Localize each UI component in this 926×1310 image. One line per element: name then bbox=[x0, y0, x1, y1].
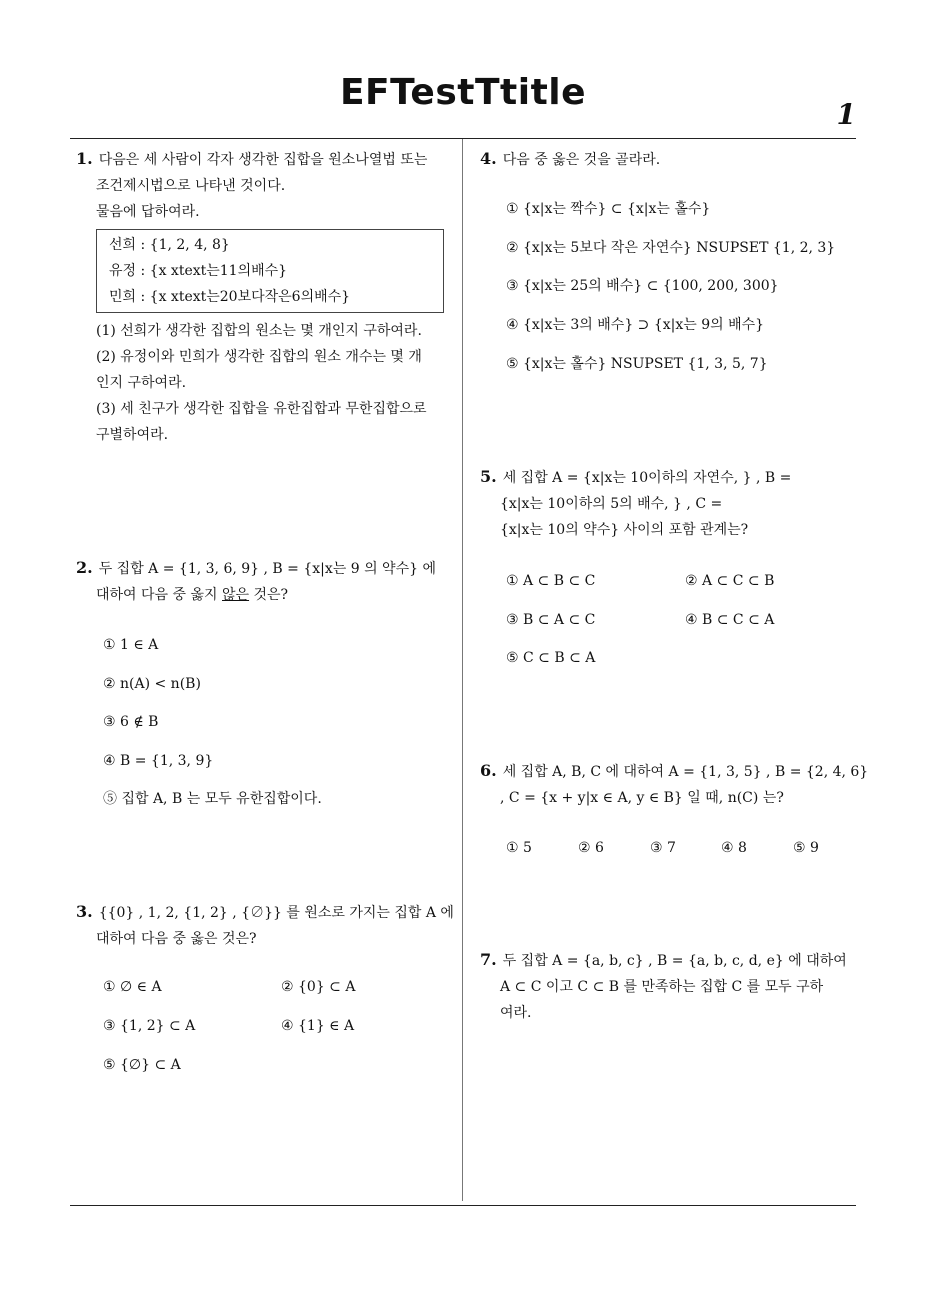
answer-option: ⑤ 9 bbox=[793, 840, 819, 856]
set-definition-box bbox=[96, 229, 444, 313]
question-number: 2. bbox=[76, 558, 93, 577]
question-text: 두 집합 A = {1, 3, 6, 9} , B = {x|x는 9 의 약수} 에 bbox=[98, 561, 436, 577]
question-text: 다음 중 옳은 것을 골라라. bbox=[502, 152, 661, 168]
question-text: 세 집합 A, B, C 에 대하여 A = {1, 3, 5} , B = {2, 4, 6} bbox=[502, 764, 869, 780]
sub-question: 인지 구하여라. bbox=[96, 375, 187, 391]
page-number: 1 bbox=[836, 98, 856, 131]
question-6 bbox=[480, 758, 869, 811]
question-text: {{0} , 1, 2, {1, 2} , {∅}} 를 원소로 가지는 집합 A 에 bbox=[98, 905, 454, 921]
question-number: 1. bbox=[76, 149, 93, 168]
sub-question: (1) 선희가 생각한 집합의 원소는 몇 개인지 구하여라. bbox=[96, 323, 422, 339]
answer-option: ① {x|x는 짝수} ⊂ {x|x는 홀수} bbox=[506, 201, 711, 217]
bottom-rule bbox=[70, 1205, 856, 1206]
underlined-word: 않은 bbox=[222, 587, 250, 603]
question-text: 여라. bbox=[500, 1005, 532, 1021]
question-text: 것은? bbox=[249, 587, 289, 603]
answer-option: ① ∅ ∈ A bbox=[103, 979, 162, 995]
question-1-subquestions bbox=[96, 318, 460, 448]
answer-option: ① A ⊂ B ⊂ C bbox=[506, 573, 596, 589]
answer-option: ④ B ⊂ C ⊂ A bbox=[685, 612, 775, 628]
question-text: 물음에 답하여라. bbox=[96, 204, 200, 220]
question-number: 5. bbox=[480, 467, 497, 486]
answer-option: ④ {x|x는 3의 배수} ⊃ {x|x는 9의 배수} bbox=[506, 317, 765, 333]
answer-option: ④ 8 bbox=[721, 840, 747, 856]
answer-option: ⑤ 집합 A, B 는 모두 유한집합이다. bbox=[103, 791, 322, 807]
question-2 bbox=[76, 555, 460, 608]
question-text: 세 집합 A = {x|x는 10이하의 자연수, } , B = bbox=[502, 470, 792, 486]
question-text: {x|x는 10이하의 5의 배수, } , C = bbox=[500, 496, 723, 512]
question-number: 3. bbox=[76, 902, 93, 921]
answer-option: ① 1 ∈ A bbox=[103, 637, 159, 653]
question-5 bbox=[480, 464, 860, 543]
set-definition: 민희 : {x xtext는20보다작은6의배수} bbox=[109, 289, 351, 305]
answer-option: ⑤ {∅} ⊂ A bbox=[103, 1057, 181, 1073]
set-definition: 선희 : {1, 2, 4, 8} bbox=[109, 237, 230, 253]
page-title: EFTestTtitle bbox=[339, 72, 587, 113]
question-text: 다음은 세 사람이 각자 생각한 집합을 원소나열법 또는 bbox=[98, 152, 428, 168]
answer-option: ② 6 bbox=[578, 840, 604, 856]
question-text: {x|x는 10의 약수} 사이의 포함 관계는? bbox=[500, 522, 749, 538]
question-text: A ⊂ C 이고 C ⊂ B 를 만족하는 집합 C 를 모두 구하 bbox=[500, 979, 824, 995]
question-text: 대하여 다음 중 옳지 bbox=[96, 587, 222, 603]
answer-option: ④ B = {1, 3, 9} bbox=[103, 753, 214, 769]
question-7 bbox=[480, 947, 860, 1026]
question-3 bbox=[76, 899, 460, 952]
top-rule bbox=[70, 138, 856, 139]
sub-question: 구별하여라. bbox=[96, 427, 169, 443]
answer-option: ③ B ⊂ A ⊂ C bbox=[506, 612, 596, 628]
answer-option: ③ {x|x는 25의 배수} ⊂ {100, 200, 300} bbox=[506, 278, 779, 294]
sub-question: (2) 유정이와 민희가 생각한 집합의 원소 개수는 몇 개 bbox=[96, 349, 422, 365]
answer-option: ⑤ {x|x는 홀수} NSUPSET {1, 3, 5, 7} bbox=[506, 356, 768, 372]
set-definition: 유정 : {x xtext는11의배수} bbox=[109, 263, 288, 279]
answer-option: ④ {1} ∈ A bbox=[281, 1018, 355, 1034]
question-number: 7. bbox=[480, 950, 497, 969]
question-text: , C = {x + y|x ∈ A, y ∈ B} 일 때, n(C) 는? bbox=[500, 790, 784, 806]
sub-question: (3) 세 친구가 생각한 집합을 유한집합과 무한집합으로 bbox=[96, 401, 427, 417]
question-number: 6. bbox=[480, 761, 497, 780]
column-divider bbox=[462, 139, 463, 1201]
question-text: 대하여 다음 중 옳은 것은? bbox=[96, 931, 257, 947]
question-text: 두 집합 A = {a, b, c} , B = {a, b, c, d, e} 에 대하여 bbox=[502, 953, 847, 969]
answer-option: ② A ⊂ C ⊂ B bbox=[685, 573, 775, 589]
answer-option: ② {0} ⊂ A bbox=[281, 979, 356, 995]
answer-option: ② {x|x는 5보다 작은 자연수} NSUPSET {1, 2, 3} bbox=[506, 240, 836, 256]
answer-option: ③ 7 bbox=[650, 840, 676, 856]
answer-option: ③ {1, 2} ⊂ A bbox=[103, 1018, 196, 1034]
question-1 bbox=[76, 146, 460, 225]
question-number: 4. bbox=[480, 149, 497, 168]
answer-option: ① 5 bbox=[506, 840, 532, 856]
question-4 bbox=[480, 146, 860, 173]
answer-option: ③ 6 ∉ B bbox=[103, 714, 159, 730]
answer-option: ⑤ C ⊂ B ⊂ A bbox=[506, 650, 596, 666]
answer-option: ② n(A) < n(B) bbox=[103, 676, 201, 692]
question-text: 조건제시법으로 나타낸 것이다. bbox=[96, 178, 286, 194]
